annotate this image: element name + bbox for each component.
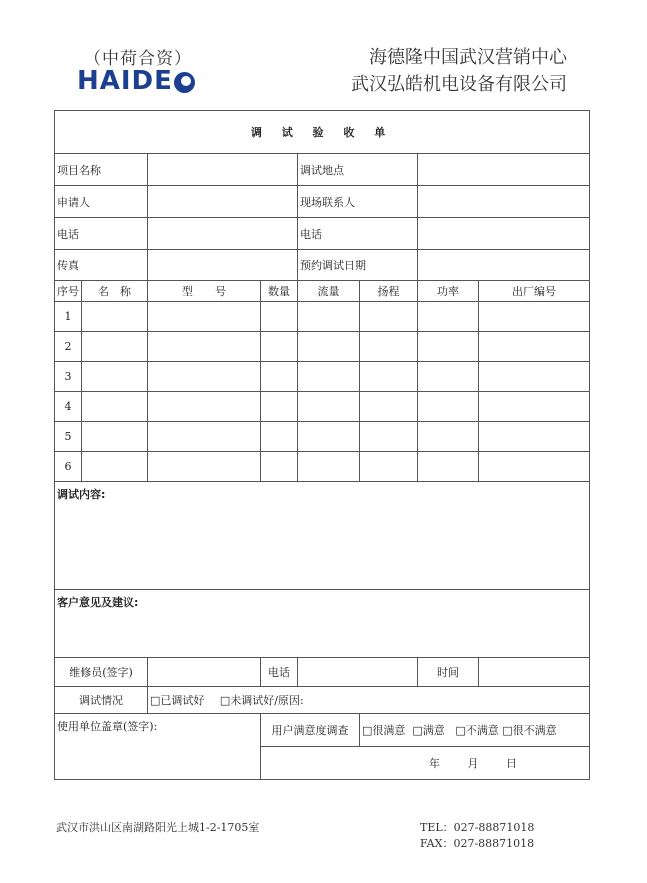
serial-cell[interactable]: [479, 422, 590, 452]
appointment-date-field[interactable]: [418, 250, 590, 281]
project-name-field[interactable]: [148, 154, 298, 186]
model-cell[interactable]: [148, 362, 261, 392]
applicant-field[interactable]: [148, 186, 298, 218]
head-cell[interactable]: [360, 452, 418, 482]
flow-cell[interactable]: [298, 422, 360, 452]
col-header-power: 功率: [418, 281, 479, 302]
quantity-cell[interactable]: [261, 422, 298, 452]
satisfaction-options: [360, 714, 590, 747]
head-cell[interactable]: [360, 422, 418, 452]
unsatisfied-checkbox[interactable]: □不满意: [455, 724, 499, 737]
flow-cell[interactable]: [298, 392, 360, 422]
quantity-cell[interactable]: [261, 392, 298, 422]
serial-cell[interactable]: [479, 302, 590, 332]
serial-cell[interactable]: [479, 362, 590, 392]
phone-label: 电话: [55, 218, 148, 250]
head-cell[interactable]: [360, 362, 418, 392]
quantity-cell[interactable]: [261, 302, 298, 332]
repair-phone-label: 电话: [261, 658, 298, 687]
col-header-name: 名 称: [82, 281, 148, 302]
serial-cell[interactable]: [479, 452, 590, 482]
debug-status-options: [148, 687, 590, 714]
debug-location-field[interactable]: [418, 154, 590, 186]
row-index: 2: [55, 332, 82, 362]
table-row: [55, 362, 590, 392]
unit-stamp-label: 使用单位盖章(签字):: [57, 720, 158, 733]
col-header-flow: 流量: [298, 281, 360, 302]
flow-cell[interactable]: [298, 332, 360, 362]
item-name-cell[interactable]: [82, 392, 148, 422]
power-cell[interactable]: [418, 392, 479, 422]
joint-venture-label: （中荷合资）: [84, 49, 192, 69]
serial-cell[interactable]: [479, 392, 590, 422]
item-name-cell[interactable]: [82, 422, 148, 452]
power-cell[interactable]: [418, 422, 479, 452]
col-header-model: 型 号: [148, 281, 261, 302]
project-name-label: 项目名称: [55, 154, 148, 186]
flow-cell[interactable]: [298, 362, 360, 392]
debug-location-label: 调试地点: [298, 154, 418, 186]
haideo-logo: [77, 66, 195, 96]
contact-phone-label: 电话: [298, 218, 418, 250]
head-cell[interactable]: [360, 392, 418, 422]
col-header-serial: 出厂编号: [479, 281, 590, 302]
site-contact-label: 现场联系人: [298, 186, 418, 218]
model-cell[interactable]: [148, 392, 261, 422]
date-day: 日: [506, 757, 517, 770]
logo-circle-icon: [174, 72, 195, 93]
col-header-quantity: 数量: [261, 281, 298, 302]
model-cell[interactable]: [148, 422, 261, 452]
footer-fax: FAX：027-88871018: [420, 837, 535, 850]
customer-opinion-label: 客户意见及建议:: [57, 596, 139, 609]
table-row: [55, 392, 590, 422]
head-cell[interactable]: [360, 302, 418, 332]
col-header-index: 序号: [55, 281, 82, 302]
col-header-head: 扬程: [360, 281, 418, 302]
very-unsatisfied-checkbox[interactable]: □很不满意: [502, 724, 557, 737]
power-cell[interactable]: [418, 302, 479, 332]
row-index: 4: [55, 392, 82, 422]
very-satisfied-checkbox[interactable]: □很满意: [362, 724, 406, 737]
date-month: 月: [467, 757, 479, 770]
applicant-label: 申请人: [55, 186, 148, 218]
satisfied-checkbox[interactable]: □满意: [412, 724, 445, 737]
marketing-center-name: 海德隆中国武汉营销中心: [369, 47, 567, 68]
flow-cell[interactable]: [298, 452, 360, 482]
quantity-cell[interactable]: [261, 332, 298, 362]
logo-text: HAIDE: [77, 66, 173, 96]
footer-tel: TEL：027-88871018: [420, 821, 535, 834]
row-index: 6: [55, 452, 82, 482]
satisfaction-survey-label: 用户满意度调查: [261, 714, 360, 747]
phone-field[interactable]: [148, 218, 298, 250]
row-index: 3: [55, 362, 82, 392]
row-index: 1: [55, 302, 82, 332]
table-row: [55, 302, 590, 332]
customer-opinion-area[interactable]: [55, 590, 590, 658]
status-not-done-checkbox[interactable]: □未调试好/原因:: [219, 694, 304, 707]
time-field[interactable]: [479, 658, 590, 687]
signature-date[interactable]: [261, 747, 590, 780]
debug-status-label: 调试情况: [55, 687, 148, 714]
time-label: 时间: [418, 658, 479, 687]
quantity-cell[interactable]: [261, 362, 298, 392]
power-cell[interactable]: [418, 362, 479, 392]
repairman-label: 维修员(签字): [55, 658, 148, 687]
table-row: [55, 452, 590, 482]
power-cell[interactable]: [418, 452, 479, 482]
item-name-cell[interactable]: [82, 332, 148, 362]
table-row: [55, 422, 590, 452]
model-cell[interactable]: [148, 452, 261, 482]
company-name: 武汉弘皓机电设备有限公司: [351, 74, 567, 95]
item-name-cell[interactable]: [82, 362, 148, 392]
item-name-cell[interactable]: [82, 452, 148, 482]
unit-stamp-area[interactable]: [55, 714, 261, 780]
date-year: 年: [429, 757, 440, 770]
head-cell[interactable]: [360, 332, 418, 362]
model-cell[interactable]: [148, 302, 261, 332]
row-index: 5: [55, 422, 82, 452]
site-contact-field[interactable]: [418, 186, 590, 218]
power-cell[interactable]: [418, 332, 479, 362]
item-name-cell[interactable]: [82, 302, 148, 332]
appointment-date-label: 预约调试日期: [298, 250, 418, 281]
status-done-checkbox[interactable]: □已调试好: [150, 694, 205, 707]
fax-label: 传真: [55, 250, 148, 281]
debug-content-label: 调试内容:: [57, 488, 106, 501]
form-title: 调 试 验 收 单: [55, 111, 590, 154]
acceptance-form: [54, 110, 590, 780]
contact-phone-field[interactable]: [418, 218, 590, 250]
debug-content-area[interactable]: [55, 482, 590, 590]
table-row: [55, 332, 590, 362]
repairman-signature-field[interactable]: [148, 658, 261, 687]
fax-field[interactable]: [148, 250, 298, 281]
repair-phone-field[interactable]: [298, 658, 418, 687]
flow-cell[interactable]: [298, 302, 360, 332]
serial-cell[interactable]: [479, 332, 590, 362]
model-cell[interactable]: [148, 332, 261, 362]
footer-address: 武汉市洪山区南湖路阳光上城1-2-1705室: [56, 821, 260, 834]
quantity-cell[interactable]: [261, 452, 298, 482]
